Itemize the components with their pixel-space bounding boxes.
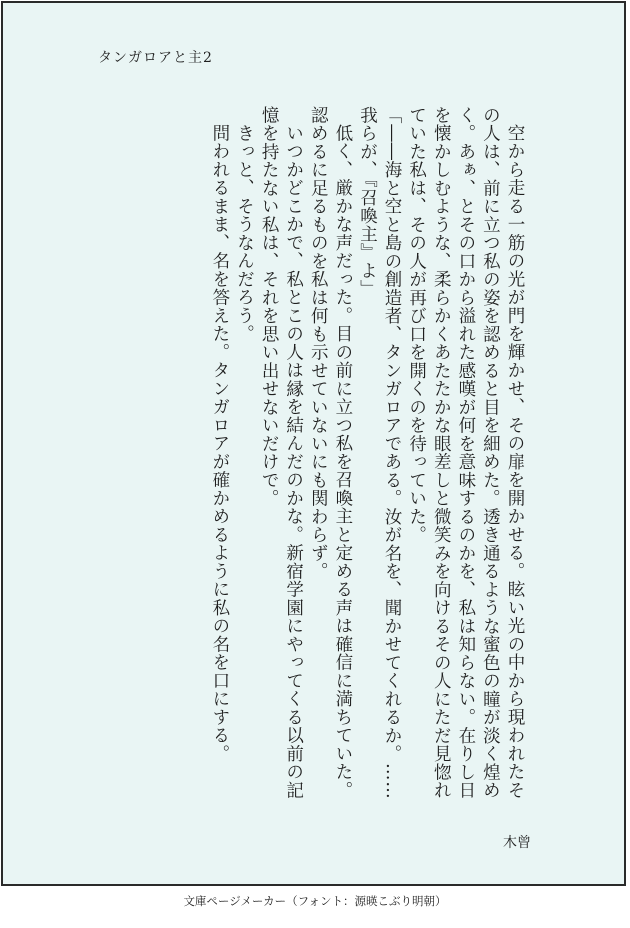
vertical-text-body xyxy=(95,106,527,806)
paragraph: 低く、厳かな声だった。目の前に立つ私を召喚主と定める声は確信に満ちていた。認めるに足るものを私は何も示せていないにも関わらず。 xyxy=(308,106,353,799)
paragraph: 空から走る一筋の光が門を輝かせ、その扉を開かせる。眩い光の中から現われたその人は、前に立つ私の姿を認めると目を細めた。透き通るような蜜色の瞳が淡く煌めく。あぁ、とその口から溢れた感嘆が何を意味するのかを、私は知らない。在りし日を懐かしむような、柔らかくあたたかな眼差しと微笑みを向けるその人にただ見惚れていた私は、その人が再び口を開くのを待っていた。 xyxy=(406,106,525,800)
author-name: 木曾 xyxy=(503,835,531,851)
paragraph: いつかどこかで、私とこの人は縁を結んだのかな。新宿学園にやってくる以前の記憶を持たない私は、それを思い出せないだけで。 xyxy=(259,106,304,799)
book-page xyxy=(1,1,626,886)
dialogue-paragraph: 「――海と空と島の創造者、タンガロアである。汝が名を、聞かせてくれるか。……我らが、『召喚主』よ」 xyxy=(357,106,403,800)
footer-credit: 文庫ページメーカー（フォント：源暎こぶり明朝） xyxy=(183,894,447,908)
paragraph: きっと、そうなんだろう。 xyxy=(234,123,255,343)
story-title: タンガロアと主2 xyxy=(98,50,213,66)
paragraph: 問われるまま、名を答えた。タンガロアが確かめるように私の名を口にする。 xyxy=(209,123,230,763)
